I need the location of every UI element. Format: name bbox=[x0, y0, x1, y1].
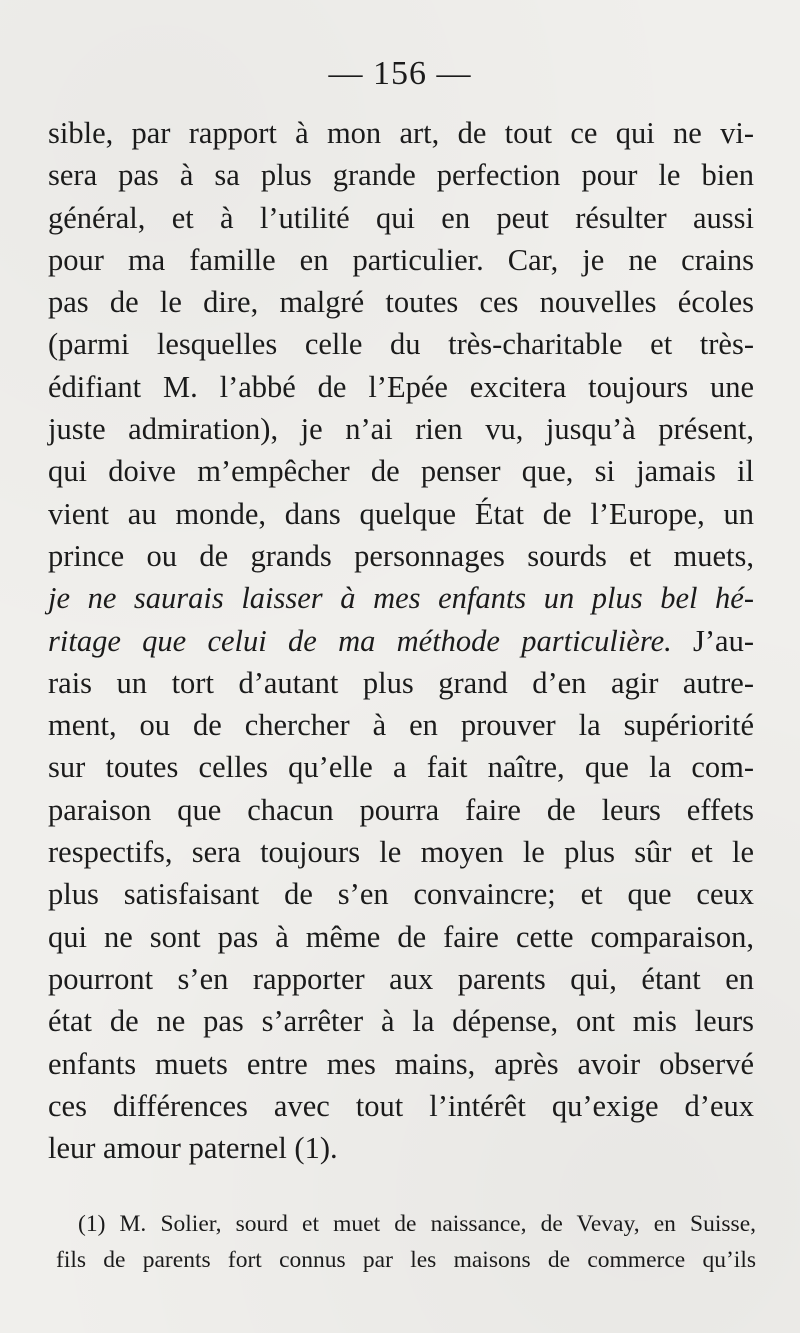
text-line bbox=[48, 662, 754, 704]
text-segment: qui doive m’empêcher de penser que, si jamais il bbox=[48, 454, 754, 489]
text-segment: J’au- bbox=[671, 623, 754, 658]
italic-text-segment: ritage que celui de ma méthode particulière. bbox=[48, 623, 672, 658]
text-line bbox=[48, 704, 754, 746]
text-line bbox=[48, 197, 754, 239]
text-line bbox=[48, 493, 754, 535]
text-line bbox=[48, 1127, 754, 1169]
text-line bbox=[48, 1085, 754, 1127]
text-segment: qui ne sont pas à même de faire cette comparaison, bbox=[48, 919, 754, 954]
text-line bbox=[48, 831, 754, 873]
text-segment: rais un tort d’autant plus grand d’en agir autre- bbox=[48, 665, 754, 700]
text-line bbox=[48, 408, 754, 450]
text-line bbox=[48, 450, 754, 492]
text-segment: enfants muets entre mes mains, après avoir observé bbox=[48, 1046, 754, 1081]
footnote-line: (1) M. Solier, sourd et muet de naissance, de Vevay, en Suisse, bbox=[78, 1211, 756, 1237]
text-line bbox=[48, 577, 754, 619]
text-line bbox=[48, 916, 754, 958]
text-line bbox=[48, 112, 754, 154]
text-segment: leur amour paternel (1). bbox=[48, 1131, 338, 1166]
text-line bbox=[48, 746, 754, 788]
text-segment: pour ma famille en particulier. Car, je ne crains bbox=[48, 242, 754, 277]
page-number: — 156 — bbox=[328, 55, 472, 92]
text-line bbox=[48, 1000, 754, 1042]
text-line bbox=[48, 366, 754, 408]
text-line bbox=[48, 154, 754, 196]
italic-text-segment: je ne saurais laisser à mes enfants un plus bel hé- bbox=[48, 581, 754, 616]
text-segment: pourront s’en rapporter aux parents qui, étant en bbox=[48, 961, 754, 996]
text-segment: juste admiration), je n’ai rien vu, jusqu’à présent, bbox=[48, 412, 754, 447]
text-segment: sible, par rapport à mon art, de tout ce qui ne vi- bbox=[48, 116, 754, 150]
text-line bbox=[48, 958, 754, 1000]
text-segment: plus satisfaisant de s’en convaincre; et que ceux bbox=[48, 877, 754, 912]
text-line bbox=[48, 323, 754, 365]
text-segment: sera pas à sa plus grande perfection pour le bien bbox=[48, 158, 754, 193]
text-segment: ces différences avec tout l’intérêt qu’exige d’eux bbox=[48, 1088, 754, 1123]
text-segment: prince ou de grands personnages sourds et muets, bbox=[48, 538, 754, 573]
text-segment: état de ne pas s’arrêter à la dépense, ont mis leurs bbox=[48, 1004, 754, 1039]
text-line bbox=[48, 873, 754, 915]
body-text bbox=[48, 112, 754, 1169]
text-segment: vient au monde, dans quelque État de l’Europe, un bbox=[48, 496, 754, 531]
text-line bbox=[48, 535, 754, 577]
text-segment: pas de le dire, malgré toutes ces nouvelles écoles bbox=[48, 285, 754, 320]
footnote-line: fils de parents fort connus par les maisons de commerce qu’ils bbox=[56, 1247, 756, 1273]
text-line bbox=[48, 239, 754, 281]
text-line bbox=[48, 1043, 754, 1085]
footnote-block bbox=[56, 1206, 756, 1278]
text-segment: édifiant M. l’abbé de l’Epée excitera toujours une bbox=[48, 369, 754, 404]
text-line bbox=[48, 281, 754, 323]
text-segment: paraison que chacun pourra faire de leurs effets bbox=[48, 792, 754, 827]
text-line bbox=[48, 789, 754, 831]
text-segment: sur toutes celles qu’elle a fait naître, que la com- bbox=[48, 750, 754, 785]
text-segment: respectifs, sera toujours le moyen le plus sûr et le bbox=[48, 835, 754, 870]
text-segment: général, et à l’utilité qui en peut résulter aussi bbox=[48, 200, 754, 235]
text-segment: (parmi lesquelles celle du très-charitable et très- bbox=[48, 327, 754, 362]
text-segment: ment, ou de chercher à en prouver la supériorité bbox=[48, 708, 754, 743]
text-line bbox=[48, 620, 754, 662]
